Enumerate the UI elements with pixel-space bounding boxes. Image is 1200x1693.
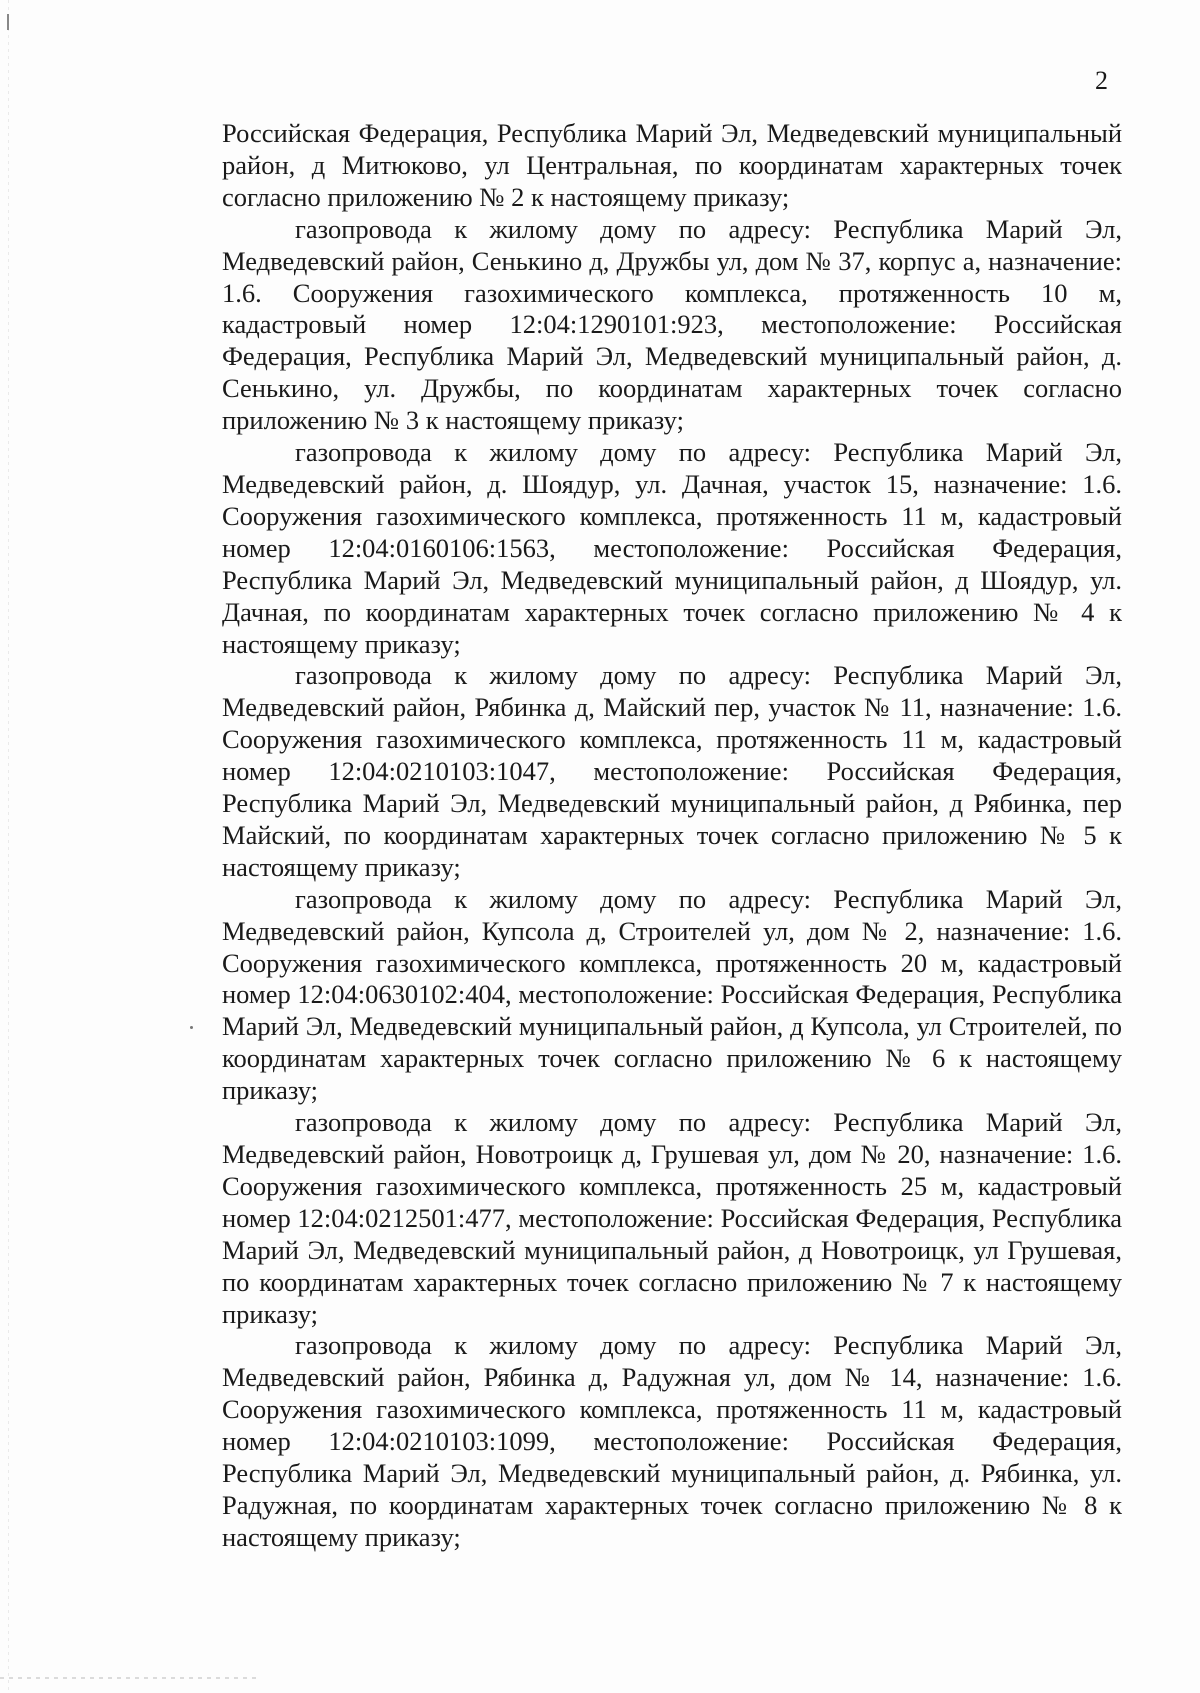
paragraph-item-5: газопровода к жилому дому по адресу: Республика Марий Эл, Медведевский район, Рябинка д, Майский пер, участок № 11, назначение: 1.6. Сооружения газохимического комплекса, протяженность 11 м, кадастровый номер 12:04:0210103:1047, местоположение: Российская Федерация, Республика Марий Эл, Медведевский муниципальный район, д Рябинка, пер Майский, по координатам характерных точек согласно приложению № 5 к настоящему приказу; <box>222 660 1122 882</box>
paragraph-item-6: газопровода к жилому дому по адресу: Республика Марий Эл, Медведевский район, Купсола д, Строителей ул, дом № 2, назначение: 1.6. Сооружения газохимического комплекса, протяженность 20 м, кадастровый номер 12:04:0630102:404, местоположение: Российская Федерация, Республика Марий Эл, Медведевский муниципальный район, д Купсола, ул Строителей, по координатам характерных точек согласно приложению № 6 к настоящему приказу; <box>222 883 1122 1106</box>
paragraph-item-3: газопровода к жилому дому по адресу: Республика Марий Эл, Медведевский район, Сенькино д, Дружбы ул, дом № 37, корпус а, назначение: 1.6. Сооружения газохимического комплекса, протяженность 10 м, кадастровый номер 12:04:1290101:923, местоположение: Российская Федерация, Республика Марий Эл, Медведевский муниципальный район, д. Сенькино, ул. Дружбы, по координатам характерных точек согласно приложению № 3 к настоящему приказу; <box>222 213 1122 436</box>
scan-speck <box>190 1026 193 1029</box>
paragraph-item-4: газопровода к жилому дому по адресу: Республика Марий Эл, Медведевский район, д. Шоядур, ул. Дачная, участок 15, назначение: 1.6. Сооружения газохимического комплекса, протяженность 11 м, кадастровый номер 12:04:0160106:1563, местоположение: Российская Федерация, Республика Марий Эл, Медведевский муниципальный район, д Шоядур, ул. Дачная, по координатам характерных точек согласно приложению № 4 к настоящему приказу; <box>222 437 1122 659</box>
scan-edge-left <box>8 0 9 1693</box>
paragraph-item-7: газопровода к жилому дому по адресу: Республика Марий Эл, Медведевский район, Новотроицк д, Грушевая ул, дом № 20, назначение: 1.6. Сооружения газохимического комплекса, протяженность 25 м, кадастровый номер 12:04:0212501:477, местоположение: Российская Федерация, Республика Марий Эл, Медведевский муниципальный район, д Новотроицк, ул Грушевая, по координатам характерных точек согласно приложению № 7 к настоящему приказу; <box>222 1107 1122 1329</box>
page-number: 2 <box>1095 66 1108 95</box>
document-body <box>222 118 1122 1554</box>
paragraph-continuation: Российская Федерация, Республика Марий Эл, Медведевский муниципальный район, д Митюково, ул Центральная, по координатам характерных точек согласно приложению № 2 к настоящему приказу; <box>222 118 1122 212</box>
paragraph-item-8: газопровода к жилому дому по адресу: Республика Марий Эл, Медведевский район, Рябинка д, Радужная ул, дом № 14, назначение: 1.6. Сооружения газохимического комплекса, протяженность 11 м, кадастровый номер 12:04:0210103:1099, местоположение: Российская Федерация, Республика Марий Эл, Медведевский муниципальный район, д. Рябинка, ул. Радужная, по координатам характерных точек согласно приложению № 8 к настоящему приказу; <box>222 1330 1122 1552</box>
scan-edge-bottom <box>0 1677 260 1679</box>
scan-mark <box>7 14 9 30</box>
